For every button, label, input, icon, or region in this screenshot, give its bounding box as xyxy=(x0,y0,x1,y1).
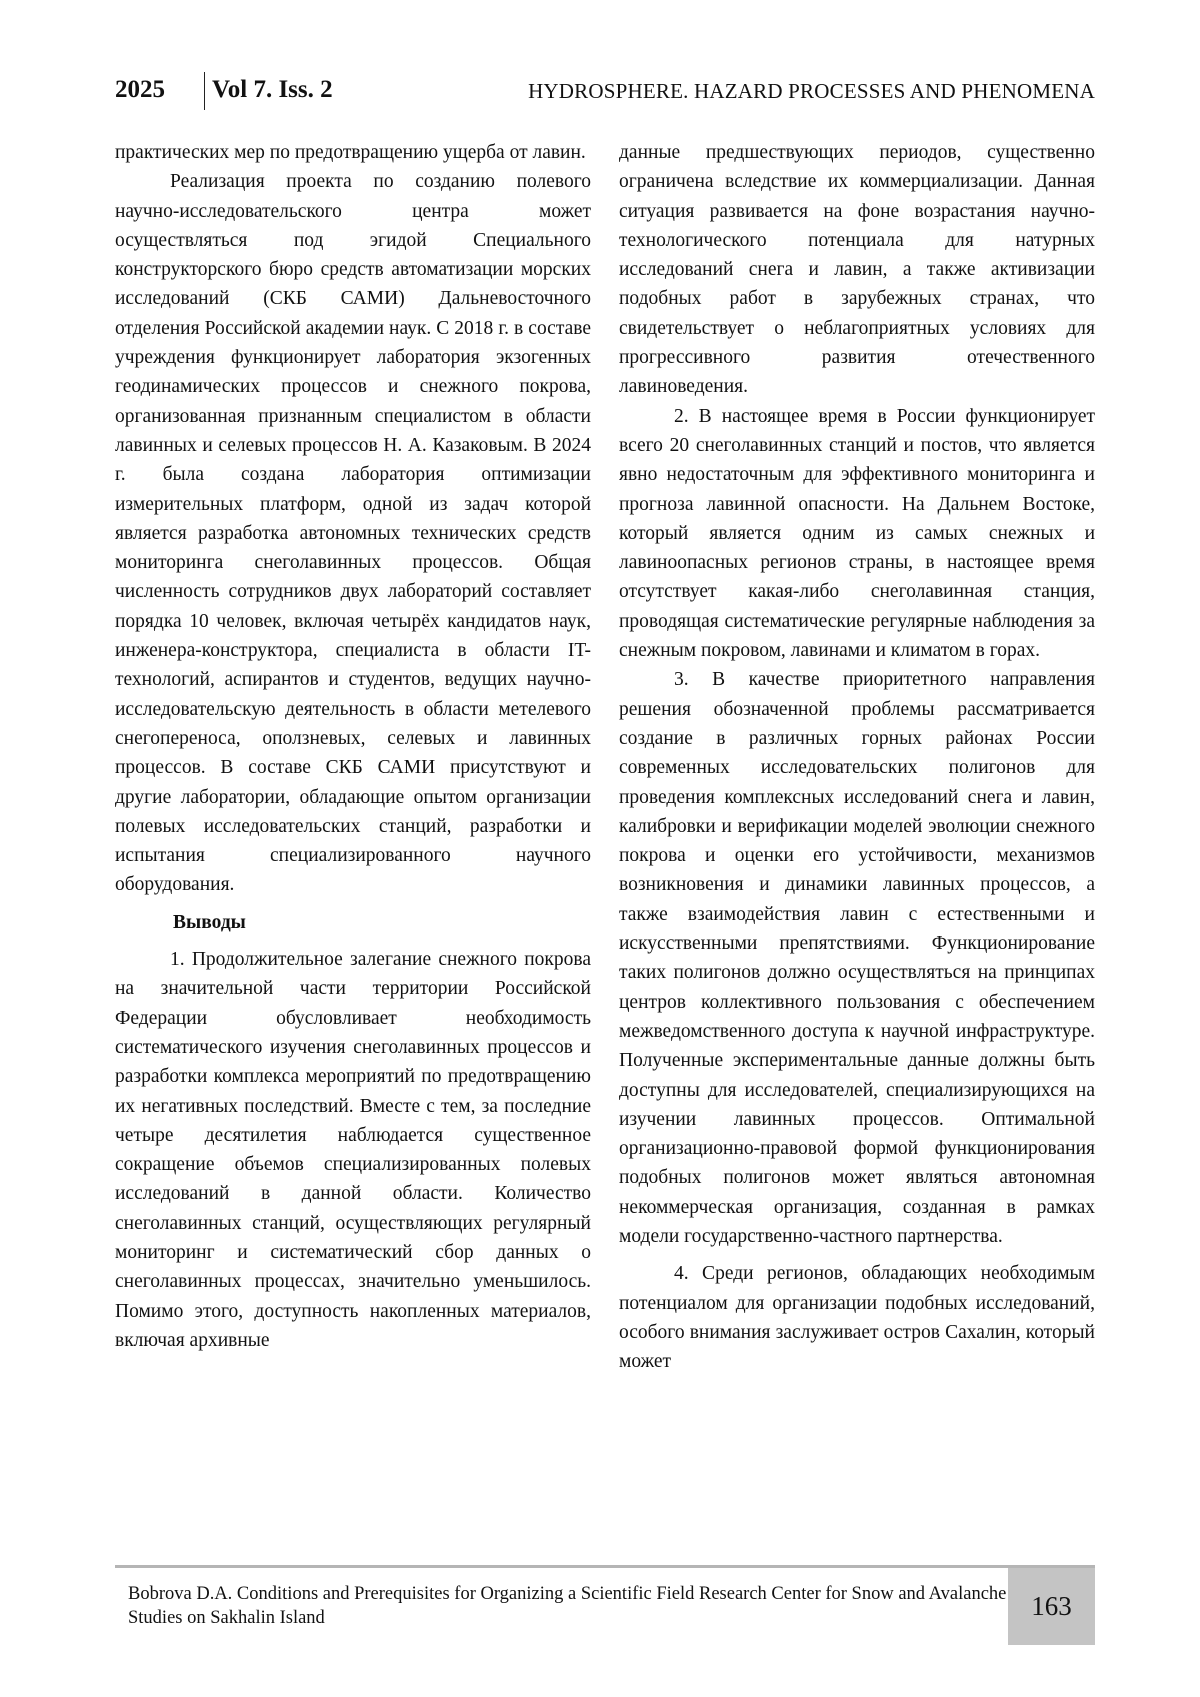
page-header xyxy=(115,70,1095,116)
article-citation: Bobrova D.A. Conditions and Prerequisites for Organizing a Scientific Field Research Center for Snow and Avalanche Studies on Sakhalin Island xyxy=(128,1584,1007,1628)
paragraph-conclusion-1: 1. Продолжительное залегание снежного покрова на значительной части территории Российской Федерации обусловливает необходимость систематического изучения снеголавинных процессов и разработки комплекса мероприятий по предотвращению их негативных последствий. Вместе с тем, за последние четыре десятилетия наблюдается существенное сокращение объемов специализированных полевых исследований в данной области. Количество снеголавинных станций, осуществляющих регулярный мониторинг и систематический сбор данных о снеголавинных процессах, значительно уменьшилось. Помимо этого, доступность накопленных материалов, включая архивные xyxy=(115,949,591,1351)
paragraph-conclusion-3: 3. В качестве приоритетного направления решения обозначенной проблемы рассматривается создание в различных горных районах России современных исследовательских полигонов для проведения комплексных исследований снега и лавин, калибровки и верификации моделей эволюции снежного покрова и оценки его устойчивости, механизмов возникновения и динамики лавинных процессов, а также взаимодействия лавин с естественными и искусственными препятствиями. Функционирование таких полигонов должно осуществляться на принципах центров коллективного пользования с обеспечением межведомственного доступа к научной инфраструктуре. Полученные экспериментальные данные должны быть доступны для исследователей, специализирующихся на изучении лавинных процессов. Оптимальной организационно-правовой формой функционирования подобных полигонов может являться автономная некоммерческая организация, созданная в рамках модели государственно-частного партнерства. xyxy=(619,669,1095,1247)
header-divider xyxy=(204,72,205,110)
journal-title: HYDROSPHERE. HAZARD PROCESSES AND PHENOMENA xyxy=(528,79,1095,103)
paragraph-continuation: данные предшествующих периодов, существенно ограничена вследствие их коммерциализации. Данная ситуация развивается на фоне возрастания научно-технологического потенциала для натурных исследований снега и лавин, а также активизации подобных работ в зарубежных странах, что свидетельствует о неблагоприятных условиях для прогрессивного развития отечественного лавиноведения. xyxy=(619,142,1095,398)
issue-year: 2025 xyxy=(115,76,165,103)
paragraph-continuation: практических мер по предотвращению ущерба от лавин. xyxy=(115,142,586,163)
volume-issue: Vol 7. Iss. 2 xyxy=(212,76,333,103)
left-column xyxy=(115,138,591,1355)
right-column xyxy=(619,138,1095,1376)
footer-divider xyxy=(115,1565,1095,1568)
page-number-box xyxy=(1008,1568,1095,1645)
paragraph-conclusion-4: 4. Среди регионов, обладающих необходимым потенциалом для организации подобных исследований, особого внимания заслуживает остров Сахалин, который может xyxy=(619,1263,1095,1373)
paragraph-conclusion-2: 2. В настоящее время в России функционирует всего 20 снеголавинных станций и постов, что является явно недостаточным для эффективного мониторинга и прогноза лавинной опасности. На Дальнем Востоке, который является одним из самых снежных и лавиноопасных регионов страны, в настоящее время отсутствует какая-либо снеголавинная станция, проводящая систематические регулярные наблюдения за снежным покровом, лавинами и климатом в горах. xyxy=(619,405,1095,662)
page-number: 163 xyxy=(1031,1591,1072,1621)
section-heading-conclusions: Выводы xyxy=(173,911,246,933)
paragraph-project: Реализация проекта по созданию полевого научно-исследовательского центра может осуществляться под эгидой Специального конструкторского бюро средств автоматизации морских исследований (СКБ САМИ) Дальневосточного отделения Российской академии наук. С 2018 г. в составе учреждения функционирует лаборатория экзогенных геодинамических процессов и снежного покрова, организованная признанным специалистом в области лавинных и селевых процессов Н. А. Казаковым. В 2024 г. была создана лаборатория оптимизации измерительных платформ, одной из задач которой является разработка автономных технических средств мониторинга снеголавинных процессов. Общая численность сотрудников двух лабораторий составляет порядка 10 человек, включая четырёх кандидатов наук, инженера-конструктора, специалиста в области IT-технологий, аспирантов и студентов, ведущих научно-исследовательскую деятельность в области метелевого снегопереноса, оползневых, селевых и лавинных процессов. В составе СКБ САМИ присутствуют и другие лаборатории, обладающие опытом организации полевых исследовательских станций, разработки и испытания специализированного научного оборудования. xyxy=(115,171,591,896)
